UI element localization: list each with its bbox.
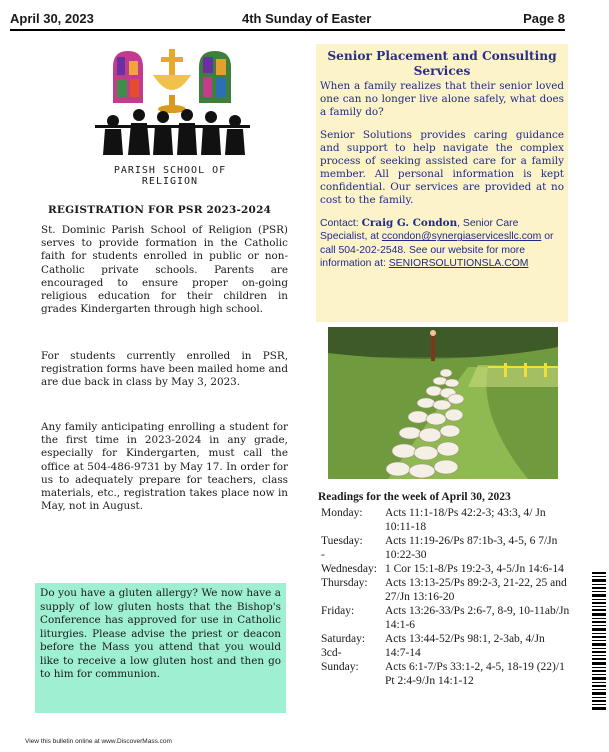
senior-services-description: Senior Solutions provides caring guidance and support to help navigate the complex process of seeking assisted care for a family member. All personal information is kept confidential. Our services are provided at no cost to the family. <box>320 129 564 206</box>
barcode-icon <box>592 572 606 712</box>
senior-services-contact <box>320 217 564 271</box>
reading-row <box>321 632 571 660</box>
reading-row <box>321 562 571 576</box>
reading-text: Acts 13:44-52/Ps 98:1, 2-3ab, 4/Jn 14:7-14 <box>385 633 545 659</box>
reading-row <box>321 506 571 534</box>
reading-text: Acts 13:13-25/Ps 89:2-3, 21-22, 25 and 27/Jn 13:16-20 <box>385 577 567 603</box>
reading-row <box>321 604 571 632</box>
reading-day: Monday: <box>321 507 363 519</box>
website-link[interactable]: SENIORSOLUTIONSLA.COM <box>388 258 529 270</box>
contact-role: , Senior Care Specialist, at <box>320 218 519 243</box>
contact-name: Craig G. Condon <box>361 217 458 229</box>
reading-row <box>321 660 571 688</box>
logo-caption: PARISH SCHOOL OF RELIGION <box>113 165 227 187</box>
reading-day: Thursday: <box>321 577 368 589</box>
reading-text: Acts 11:1-18/Ps 42:2-3; 43:3, 4/ Jn 10:11-18 <box>385 507 546 533</box>
psr-registration-title: REGISTRATION FOR PSR 2023-2024 <box>48 204 272 216</box>
reading-day: Wednesday: <box>321 563 377 575</box>
readings-title: Readings for the week of April 30, 2023 <box>318 491 511 503</box>
reading-text: 1 Cor 15:1-8/Ps 19:2-3, 4-5/Jn 14:6-14 <box>385 563 564 575</box>
contact-label: Contact: <box>320 218 362 229</box>
reading-day: Saturday: 3cd- <box>321 633 366 659</box>
page-header <box>10 9 565 29</box>
reading-text: Acts 13:26-33/Ps 2:6-7, 8-9, 10-11ab/Jn 14:1-6 <box>385 605 570 631</box>
reading-row <box>321 534 571 562</box>
reading-text: Acts 6:1-7/Ps 33:1-2, 4-5, 18-19 (22)/1 Pt 2:4-9/Jn 14:1-12 <box>385 661 565 687</box>
senior-services-box <box>316 44 568 322</box>
psr-paragraph: St. Dominic Parish School of Religion (PSR) serves to provide formation in the Catholic faith for students enrolled in public or non-Catholic private schools. Parents are encouraged to ensure proper on-going religious education for their children in grades Kindergarten through high school. <box>41 224 288 316</box>
header-page-number: Page 8 <box>523 11 565 26</box>
senior-services-intro: When a family realizes that their senior loved one can no longer live alone safely, what does a family do? <box>320 80 564 118</box>
reading-text: Acts 11:19-26/Ps 87:1b-3, 4-5, 6 7/Jn 10:22-30 <box>385 535 558 561</box>
contact-phone-text: or call 504-202-2548. See our website for more information at: <box>320 231 554 270</box>
header-date: April 30, 2023 <box>10 11 94 26</box>
contact-email-link[interactable]: ccondon@synergiaservicesllc.com <box>381 231 542 243</box>
bulletin-online-note: View this bulletin online at www.DiscoverMass.com <box>25 738 172 745</box>
psr-paragraph: Any family anticipating enrolling a student for the first time in 2023-2024 in any grade, especially for Kindergarten, must call the office at 504-486-9731 by May 17. In order for us to adequately prepare for teachers, class materials, etc., registration takes place now in May, not in August. <box>41 421 288 513</box>
header-title: 4th Sunday of Easter <box>242 11 372 26</box>
reading-day: Friday: <box>321 605 355 617</box>
reading-day: Tuesday: - <box>321 535 363 561</box>
reading-day: Sunday: <box>321 661 359 673</box>
reading-row <box>321 576 571 604</box>
header-rule <box>10 29 565 31</box>
shepherd-with-sheep-illustration <box>328 327 558 479</box>
gluten-allergy-notice: Do you have a gluten allergy? We now have a supply of low gluten hosts that the Bishop's Conference has approved for use in Catholic liturgies. Please advise the priest or deacon before the Mass you attend that you would like to receive a low gluten host and then go to him for communion. <box>35 583 286 713</box>
senior-services-title: Senior Placement and Consulting Services <box>327 49 557 78</box>
readings-list <box>321 506 571 688</box>
psr-paragraph: For students currently enrolled in PSR, registration forms have been mailed home and are due back in class by May 3, 2023. <box>41 350 288 389</box>
